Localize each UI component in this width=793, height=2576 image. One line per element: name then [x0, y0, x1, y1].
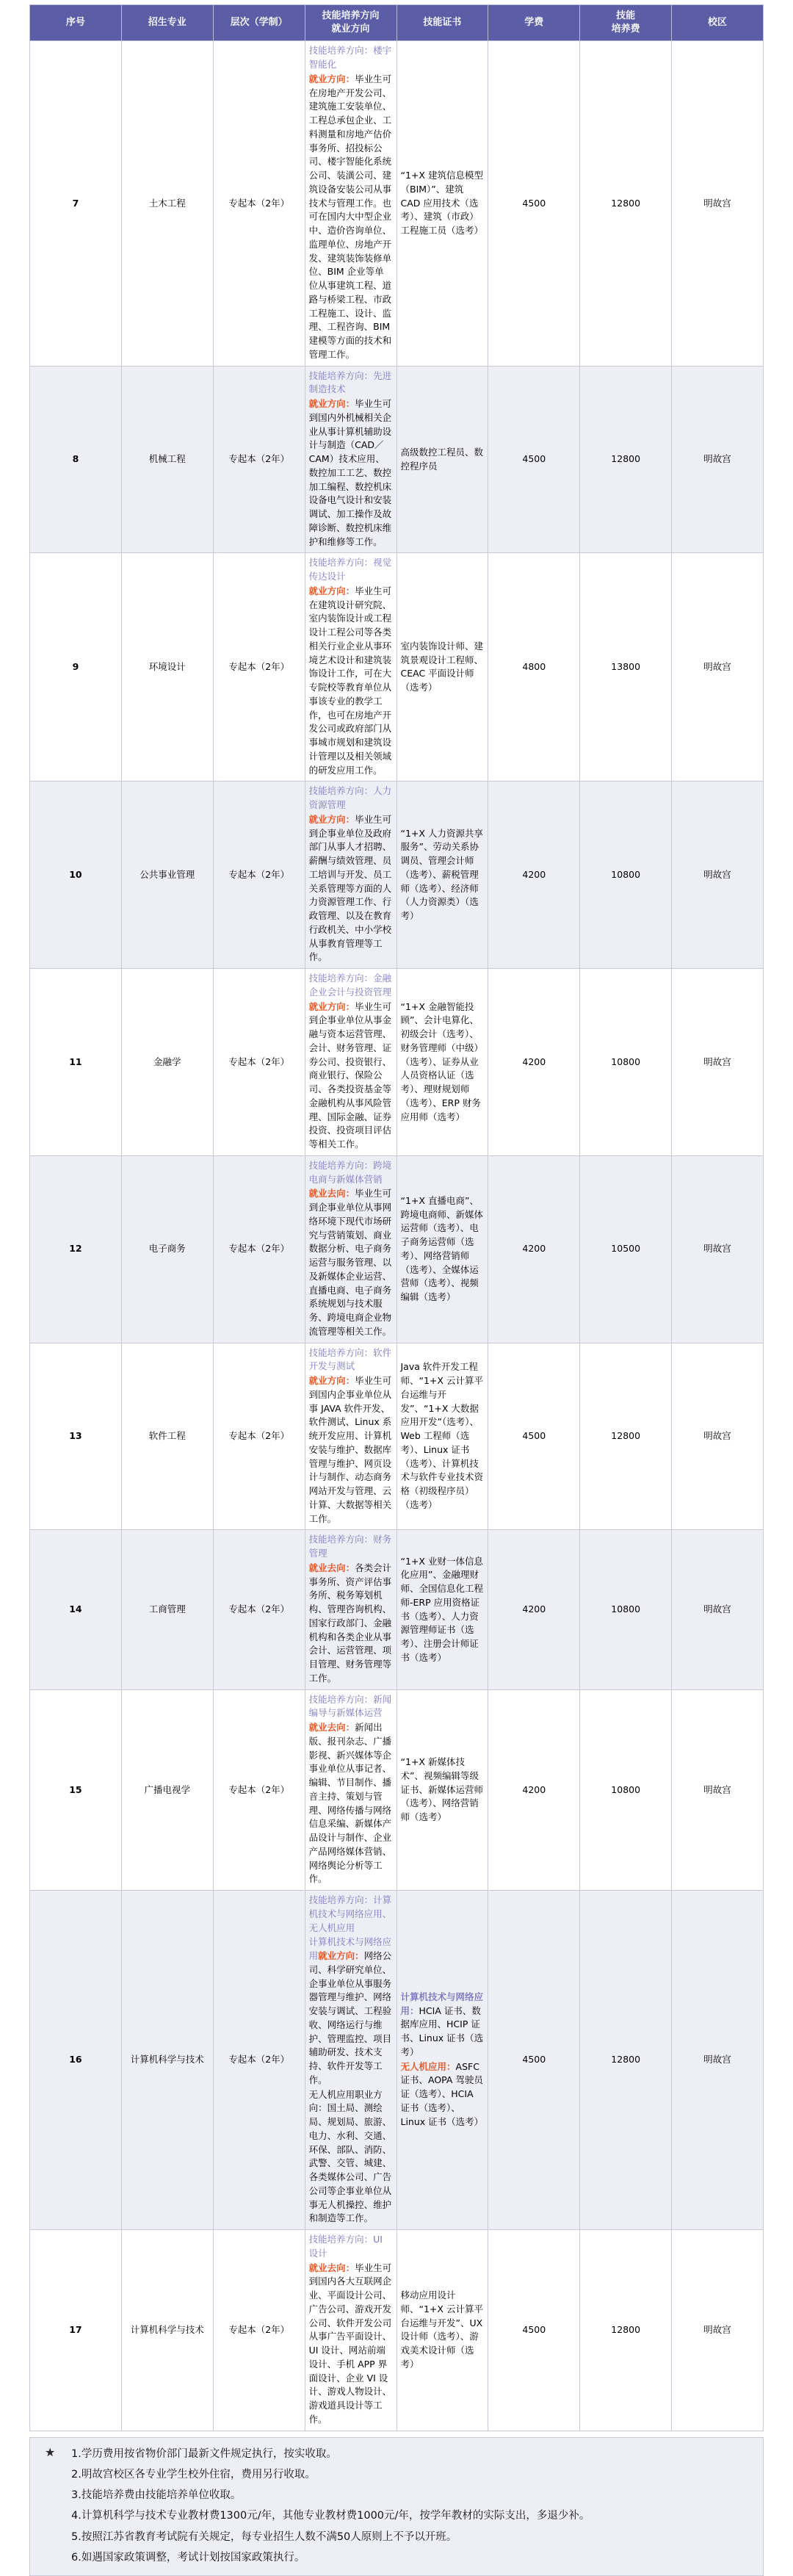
cell-certificate: 计算机技术与网络应用：HCIA 证书、数据库应用、HCIP 证书、Linux 证书（选考） 无人机应用：ASFC 证书、AOPA 驾驶员证（选考）、HCIA 证书（选考）、Linux 证书（选考）: [396, 1891, 488, 2230]
table-header-row: [30, 5, 764, 41]
cell-direction: 技能培养方向：先进制造技术 就业方向：毕业生可到国内外机械相关企业从事计算机辅助设计与制造（CAD／CAM）技术应用、数控加工工艺、数控加工编程、数控机床设备电气设计和安装调试、加工操作及故障诊断、数控机床维护和维修等工作。: [305, 366, 396, 553]
notes-block: [29, 2437, 764, 2576]
cell-training-fee: 12800: [580, 1343, 672, 1530]
cell-major: 机械工程: [121, 366, 213, 553]
note-item: 2.明故宫校区各专业学生校外住宿，费用另行收取。: [71, 2468, 316, 2481]
cell-certificate: 室内装饰设计师、建筑景观设计工程师、CEAC 平面设计师（选考）: [396, 553, 488, 782]
cell-campus: 明故宫: [672, 969, 764, 1156]
cell-no: 10: [30, 782, 122, 969]
cell-direction: 技能培养方向：跨境电商与新媒体营销 就业去向：毕业生可到企事业单位从事网络环境下现代市场研究与营销策划、商业数据分析、电子商务运营与服务管理、以及新媒体企业运营、直播电商、电子商务系统规划与技术服务、跨境电商企业物流管理等相关工作。: [305, 1155, 396, 1343]
cell-level: 专起本（2年）: [213, 1155, 305, 1343]
cell-level: 专起本（2年）: [213, 1891, 305, 2230]
cell-certificate: “1+X 金融智能投顾”、会计电算化、初级会计（选考）、财务管理师（中级）（选考）、证券从业人员资格认证（选考）、理财规划师（选考）、ERP 财务应用师（选考）: [396, 969, 488, 1156]
cell-tuition: 4200: [488, 1530, 580, 1689]
col-header-no: 序号: [30, 5, 122, 41]
cell-certificate: “1+X 直播电商”、跨境电商师、新媒体运营师（选考）、电子商务运营师（选考）、网络营销师（选考）、全媒体运营师（选考）、视频编辑（选考）: [396, 1155, 488, 1343]
col-header-training-fee-line1: 技能: [616, 10, 636, 21]
star-icon: ★: [45, 2445, 56, 2459]
cell-direction: 技能培养方向：视觉传达设计 就业方向：毕业生可在建筑设计研究院、室内装饰设计或工程设计工程公司等各类相关行业企业从事环境艺术设计和建筑装饰设计工作，可在大专院校等教育单位从事该专业的教学工作，也可在房地产开发公司或政府部门从事城市规划和建筑设计管理以及相关领域的研发应用工作。: [305, 553, 396, 782]
cell-no: 12: [30, 1155, 122, 1343]
col-header-tuition: 学费: [488, 5, 580, 41]
cell-level: 专起本（2年）: [213, 366, 305, 553]
note-item: 4.计算机科学与技术专业教材费1300元/年，其他专业教材费1000元/年，按学年教材的实际支出，多退少补。: [71, 2510, 590, 2522]
cell-campus: 明故宫: [672, 1155, 764, 1343]
cell-tuition: 4500: [488, 1891, 580, 2230]
cell-tuition: 4500: [488, 2230, 580, 2431]
col-header-direction-line2: 就业方向: [331, 24, 370, 35]
cell-campus: 明故宫: [672, 1343, 764, 1530]
notes-list: [37, 2444, 756, 2569]
cell-major: 公共事业管理: [121, 782, 213, 969]
note-item: 5.按照江苏省教育考试院有关规定，每专业招生人数不满50人原则上不予以开班。: [71, 2530, 457, 2543]
note-item: 1.学历费用按省物价部门最新文件规定执行，按实收取。: [71, 2447, 337, 2460]
majors-table: [29, 4, 764, 2431]
cell-major: 电子商务: [121, 1155, 213, 1343]
cell-no: 15: [30, 1689, 122, 1891]
note-item: 6.如遇国家政策调整，考试计划按国家政策执行。: [71, 2551, 305, 2564]
table-row: [30, 1891, 764, 2230]
cell-major: 工商管理: [121, 1530, 213, 1689]
cell-training-fee: 12800: [580, 41, 672, 366]
cell-level: 专起本（2年）: [213, 969, 305, 1156]
table-row: [30, 41, 764, 366]
cell-direction: 技能培养方向：UI 设计 就业去向：毕业生可到国内各大互联网企业、平面设计公司、广告公司、游戏开发公司、软件开发公司从事广告平面设计、UI 设计、网站前端设计、手机 APP 界面设计、企业 VI 设计、游戏人物设计、游戏道具设计等工作。: [305, 2230, 396, 2431]
cell-level: 专起本（2年）: [213, 1689, 305, 1891]
cell-level: 专起本（2年）: [213, 1343, 305, 1530]
cell-level: 专起本（2年）: [213, 2230, 305, 2431]
cell-direction: 技能培养方向：新闻编导与新媒体运营 就业去向：新闻出版、报刊杂志、广播影视、新兴媒体等企事业单位从事记者、编辑、节目制作、播音主持、策划与管理、网络传播与网络信息采编、新媒体产品设计与制作、企业产品网络媒体营销、网络舆论分析等工作。: [305, 1689, 396, 1891]
col-header-training-fee-line2: 培养费: [611, 24, 640, 35]
cell-major: 广播电视学: [121, 1689, 213, 1891]
cell-campus: 明故宫: [672, 1689, 764, 1891]
cell-training-fee: 10800: [580, 969, 672, 1156]
cell-major: 环境设计: [121, 553, 213, 782]
cell-campus: 明故宫: [672, 782, 764, 969]
cell-training-fee: 13800: [580, 553, 672, 782]
cell-certificate: 移动应用设计师、“1+X 云计算平台运维与开发”、UX 设计师（选考）、游戏美术设计师（选考）: [396, 2230, 488, 2431]
cell-major: 土木工程: [121, 41, 213, 366]
cell-no: 8: [30, 366, 122, 553]
cell-direction: 技能培养方向：计算机技术与网络应用、无人机应用 计算机技术与网络应用就业方向：网络公司、科学研究单位、企事业单位从事服务器管理与维护、网络安装与调试、工程验收、网络运行与维护、管理监控、项目辅助研发、技术支持、软件开发等工作。 无人机应用职业方向：国土局、测绘局、规划局、旅游、电力、水利、交通、环保、部队、消防、武警、交管、城建、各类媒体公司、广告公司等企事业单位从事无人机操控、维护和制造等工作。: [305, 1891, 396, 2230]
admissions-table-page: [0, 4, 793, 2576]
table-row: [30, 1689, 764, 1891]
cell-training-fee: 10800: [580, 782, 672, 969]
cell-certificate: “1+X 业财一体信息化应用”、金融理财师、全国信息化工程师-ERP 应用资格证书（选考）、人力资源管理师证书（选考）、注册会计师证书（选考）: [396, 1530, 488, 1689]
cell-direction: 技能培养方向：人力资源管理 就业方向：毕业生可到企事业单位及政府部门从事人才招聘、薪酬与绩效管理、员工培训与开发、员工关系管理等方面的人力资源管理工作、行政管理、以及在教育行政机关、中小学校从事教育管理等工作。: [305, 782, 396, 969]
table-row: [30, 553, 764, 782]
cell-no: 13: [30, 1343, 122, 1530]
cell-tuition: 4200: [488, 1155, 580, 1343]
cell-campus: 明故宫: [672, 1530, 764, 1689]
cell-campus: 明故宫: [672, 1891, 764, 2230]
col-header-certificate: 技能证书: [396, 5, 488, 41]
cell-training-fee: 10800: [580, 1530, 672, 1689]
cell-tuition: 4200: [488, 969, 580, 1156]
cell-training-fee: 12800: [580, 2230, 672, 2431]
cell-level: 专起本（2年）: [213, 553, 305, 782]
table-body: [30, 41, 764, 2431]
cell-major: 金融学: [121, 969, 213, 1156]
cell-no: 7: [30, 41, 122, 366]
cell-campus: 明故宫: [672, 2230, 764, 2431]
cell-campus: 明故宫: [672, 41, 764, 366]
table-header: [30, 5, 764, 41]
col-header-major: 招生专业: [121, 5, 213, 41]
cell-direction: 技能培养方向：财务管理 就业去向：各类会计事务所、资产评估事务所、税务筹划机构、管理咨询机构、国家行政部门、金融机构和各类企业从事会计、运营管理、项目管理、财务管理等工作。: [305, 1530, 396, 1689]
cell-direction: 技能培养方向：软件开发与测试 就业方向：毕业生可到国内企事业单位从事 JAVA 软件开发、软件测试、Linux 系统开发应用、计算机安装与维护、数据库管理与维护、网页设计与制作、动态商务网站开发与管理、云计算、大数据等相关工作。: [305, 1343, 396, 1530]
cell-training-fee: 10800: [580, 1689, 672, 1891]
table-row: [30, 1343, 764, 1530]
cell-level: 专起本（2年）: [213, 1530, 305, 1689]
cell-no: 16: [30, 1891, 122, 2230]
table-row: [30, 782, 764, 969]
cell-major: 计算机科学与技术: [121, 1891, 213, 2230]
cell-tuition: 4500: [488, 41, 580, 366]
cell-major: 软件工程: [121, 1343, 213, 1530]
note-item: 3.技能培养费由技能培养单位收取。: [71, 2489, 242, 2502]
col-header-campus: 校区: [672, 5, 764, 41]
cell-tuition: 4500: [488, 366, 580, 553]
cell-campus: 明故宫: [672, 366, 764, 553]
table-row: [30, 366, 764, 553]
cell-direction: 技能培养方向：楼宇智能化 就业方向：毕业生可在房地产开发公司、建筑施工安装单位、工程总承包企业、工料测量和房地产估价事务所、招投标公司、楼宇智能化系统公司、装潢公司、建筑设备安装公司从事技术与管理工作。也可在国内大中型企业中、造价咨询单位、监理单位、房地产开发、建筑装饰装修单位、BIM 企业等单位从事建筑工程、道路与桥梁工程、市政工程施工、设计、监理、工程咨询、BIM 建模等方面的技术和管理工作。: [305, 41, 396, 366]
col-header-direction: [305, 5, 396, 41]
table-row: [30, 2230, 764, 2431]
cell-training-fee: 10500: [580, 1155, 672, 1343]
cell-direction: 技能培养方向：金融企业会计与投资管理 就业方向：毕业生可到企事业单位从事金融与资本运营管理、会计、财务管理、证券公司、投资银行、商业银行、保险公司、各类投资基金等金融机构从事风险管理、国际金融、证券投资、投资项目评估等相关工作。: [305, 969, 396, 1156]
cell-tuition: 4500: [488, 1343, 580, 1530]
cell-training-fee: 12800: [580, 1891, 672, 2230]
cell-tuition: 4800: [488, 553, 580, 782]
cell-no: 17: [30, 2230, 122, 2431]
cell-certificate: 高级数控工程员、数控程序员: [396, 366, 488, 553]
table-row: [30, 1155, 764, 1343]
table-row: [30, 969, 764, 1156]
cell-tuition: 4200: [488, 1689, 580, 1891]
cell-certificate: “1+X 建筑信息模型（BIM）”、建筑 CAD 应用技术（选考）、建筑（市政）工程施工员（选考）: [396, 41, 488, 366]
cell-major: 计算机科学与技术: [121, 2230, 213, 2431]
cell-no: 14: [30, 1530, 122, 1689]
cell-certificate: “1+X 人力资源共享服务”、劳动关系协调员、管理会计师（选考）、薪税管理师（选考）、经济师（人力资源类）（选考）: [396, 782, 488, 969]
cell-level: 专起本（2年）: [213, 41, 305, 366]
col-header-training-fee: [580, 5, 672, 41]
col-header-level: 层次（学制）: [213, 5, 305, 41]
cell-no: 11: [30, 969, 122, 1156]
cell-campus: 明故宫: [672, 553, 764, 782]
cell-level: 专起本（2年）: [213, 782, 305, 969]
cell-certificate: “1+X 新媒体技术”、视频编辑等级证书、新媒体运营师（选考）、网络营销师（选考）: [396, 1689, 488, 1891]
cell-no: 9: [30, 553, 122, 782]
col-header-direction-line1: 技能培养方向: [322, 10, 380, 21]
cell-training-fee: 12800: [580, 366, 672, 553]
cell-certificate: Java 软件开发工程师、“1+X 云计算平台运维与开发”、“1+X 大数据应用开发”（选考）、Web 工程师（选考）、Linux 证书（选考）、计算机技术与软件专业技术资格（初级程序员）（选考）: [396, 1343, 488, 1530]
cell-tuition: 4200: [488, 782, 580, 969]
table-row: [30, 1530, 764, 1689]
